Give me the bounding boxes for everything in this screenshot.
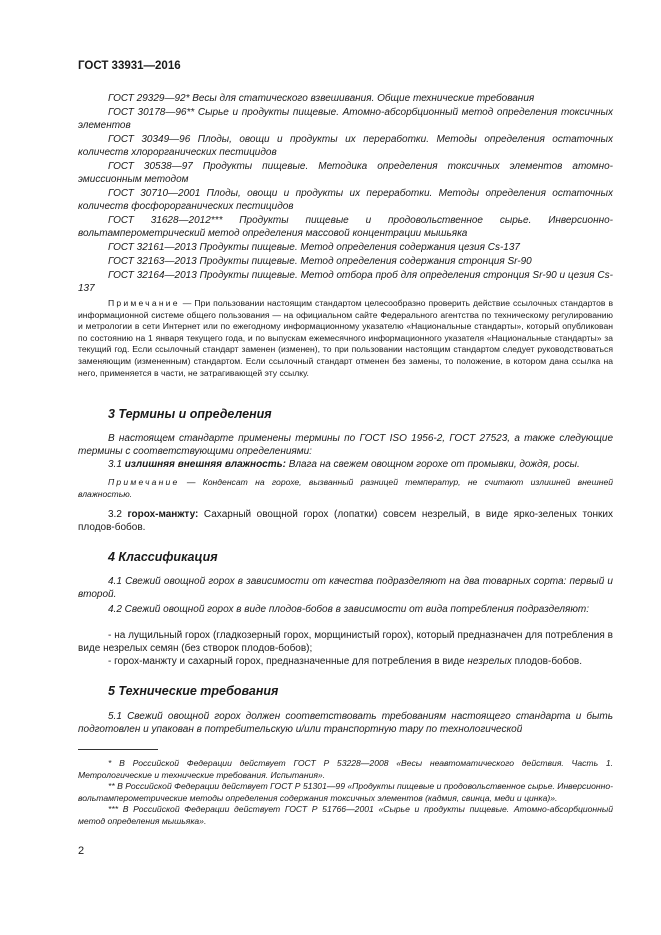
reference-item: ГОСТ 32164—2013 Продукты пищевые. Метод отбора проб для определения стронция Sr-90 и цезия Cs-137 (78, 270, 613, 294)
term-definition: Сахарный овощной горох (лопатки) совсем незрелый, в виде ярко-зеленых тонких плодов-бобов. (78, 509, 614, 533)
footnote-item: * В Российской Федерации действует ГОСТ Р 53228—2008 «Весы неавтоматического действия. Часть 1. Метрологические и технические требования. Испытания». (78, 758, 613, 780)
note-label: Примечание (108, 477, 180, 487)
reference-item: ГОСТ 31628—2012*** Продукты пищевые и продовольственное сырье. Инверсионно-вольтамперометрический метод определения массовой концентрации мышьяка (78, 215, 613, 239)
page-number: 2 (78, 845, 85, 857)
clause-5-1: 5.1 Свежий овощной горох должен соответствовать требованиям настоящего стандарта и быть подготовлен и упакован в потребительскую и/или транспортную тару по технологической (78, 711, 613, 735)
term-name: горох-манжту: (127, 509, 199, 520)
reference-item: ГОСТ 29329—92* Весы для статического взвешивания. Общие технические требования (108, 93, 535, 104)
footnote-item: *** В Российской Федерации действует ГОСТ Р 51766—2001 «Сырье и продукты пищевые. Атомно-абсорбционный метод определения мышьяка». (78, 804, 613, 826)
reference-item: ГОСТ 30349—96 Плоды, овощи и продукты их переработки. Методы определения остаточных количеств хлорорганических пестицидов (78, 134, 613, 158)
reference-item: ГОСТ 30710—2001 Плоды, овощи и продукты их переработки. Методы определения остаточных количеств фосфорорганических пестицидов (78, 188, 613, 212)
section-5-heading: 5 Технические требования (108, 684, 279, 698)
term-definition: Влага на свежем овощном горохе от промывки, дождя, росы. (288, 459, 580, 470)
term-3-1-note: Примечание — Конденсат на горохе, вызванный разницей температур, не считают излишней внешней влажностью. (78, 477, 613, 499)
reference-item: ГОСТ 30178—96** Сырье и продукты пищевые. Атомно-абсорбционный метод определения токсичных элементов (78, 107, 613, 131)
section-3-heading: 3 Термины и определения (108, 407, 272, 421)
normative-references-list (78, 92, 613, 295)
clause-4-2: 4.2 Свежий овощной горох в виде плодов-бобов в зависимости от вида потребления подразделяют: (108, 604, 590, 615)
clause-4-2-item-2: - горох-манжту и сахарный горох, предназначенные для потребления в виде незрелых плодов-бобов. (108, 656, 582, 667)
reference-item: ГОСТ 32163—2013 Продукты пищевые. Метод определения содержания стронция Sr-90 (108, 256, 532, 267)
references-note (78, 298, 613, 379)
term-3-2: 3.2 горох-манжту: Сахарный овощной горох (лопатки) совсем незрелый, в виде ярко-зеленых тонких плодов-бобов. (78, 509, 614, 533)
section-4-heading: 4 Классификация (108, 550, 218, 564)
footnotes (78, 758, 613, 828)
document-header: ГОСТ 33931—2016 (78, 60, 181, 72)
term-3-1: 3.1 излишняя внешняя влажность: Влага на свежем овощном горохе от промывки, дождя, росы. (108, 459, 580, 470)
section-3-intro: В настоящем стандарте применены термины по ГОСТ ISO 1956-2, ГОСТ 27523, а также следующие термины с соответствующими определениями: (78, 433, 613, 457)
note-text: — При пользовании настоящим стандартом целесообразно проверить действие ссылочных стандартов в информационной системе общего пользования — на официальном сайте Федерального агентства по техническому регулированию и метрологии в сети Интернет или по ежегодному информационному указателю «Национальные стандарты», который опубликован по состоянию на 1 января текущего года, и по выпускам ежемесячного информационного указателя «Национальные стандарты» за текущий год. Если ссылочный стандарт заменен (изменен), то при пользовании настоящим стандартом следует руководствоваться заменяющим (измененным) стандартом. Если ссылочный стандарт отменен без замены, то положение, в котором дана ссылка на него, применяется в части, не затрагивающей эту ссылку. (78, 298, 614, 378)
clause-4-1: 4.1 Свежий овощной горох в зависимости от качества подразделяют на два товарных сорта: первый и второй. (78, 576, 613, 600)
clause-4-2-item-1: - на лущильный горох (гладкозерный горох, морщинистый горох), который предназначен для потребления в виде незрелых семян (без створок плодов-бобов); (78, 630, 613, 654)
term-name: излишняя внешняя влажность: (124, 459, 286, 470)
footnote-separator (78, 749, 158, 750)
reference-item: ГОСТ 30538—97 Продукты пищевые. Методика определения токсичных элементов атомно-эмиссионным методом (78, 161, 613, 185)
footnote-item: ** В Российской Федерации действует ГОСТ Р 51301—99 «Продукты пищевые и продовольственное сырье. Инверсионно-вольтамперометрические методы определения содержания токсичных элементов (кадмия, свинца, меди и цинка)». (78, 781, 613, 803)
reference-item: ГОСТ 32161—2013 Продукты пищевые. Метод определения содержания цезия Cs-137 (108, 242, 520, 253)
note-label: Примечание (108, 298, 180, 308)
